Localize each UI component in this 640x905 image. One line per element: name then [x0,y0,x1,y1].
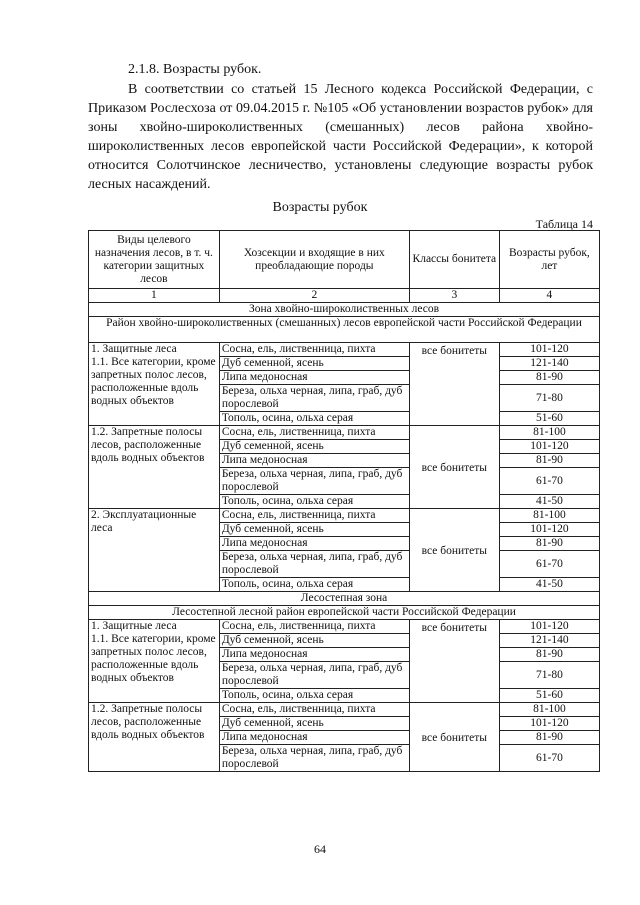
age-cell: 101-120 [499,620,599,634]
species-cell: Тополь, осина, ольха серая [219,412,409,426]
age-cell: 61-70 [499,745,599,772]
species-cell: Сосна, ель, лиственница, пихта [219,343,409,357]
species-cell: Тополь, осина, ольха серая [219,689,409,703]
age-cell: 81-90 [499,648,599,662]
header-num-row [89,289,600,303]
bonitet-cell: все бонитеты [409,426,499,509]
category-cell: 1. Защитные леса 1.1. Все категории, кроме запретных полос лесов, расположенные вдоль водных объектов [89,343,220,426]
species-cell: Сосна, ель, лиственница, пихта [219,703,409,717]
table-row [89,426,600,440]
age-cell: 101-120 [499,440,599,454]
region-heading-row [89,606,600,620]
zone-heading-row [89,303,600,317]
age-cell: 101-120 [499,717,599,731]
age-cell: 51-60 [499,689,599,703]
table-row [89,620,600,634]
category-cell: 1.2. Запретные полосы лесов, расположенные вдоль водных объектов [89,703,220,772]
species-cell: Липа медоносная [219,537,409,551]
species-cell: Береза, ольха черная, липа, граб, дуб порослевой [219,745,409,772]
species-cell: Береза, ольха черная, липа, граб, дуб порослевой [219,551,409,578]
header-row [89,231,600,289]
header-num: 2 [219,289,409,303]
age-cell: 81-90 [499,537,599,551]
zone-heading: Зона хвойно-широколиственных лесов [89,303,600,317]
age-cell: 51-60 [499,412,599,426]
age-cell: 61-70 [499,551,599,578]
header-num: 4 [499,289,599,303]
age-cell: 71-80 [499,662,599,689]
header-cell: Виды целевого назначения лесов, в т. ч. категории защитных лесов [89,231,220,289]
species-cell: Тополь, осина, ольха серая [219,495,409,509]
species-cell: Тополь, осина, ольха серая [219,578,409,592]
age-cell: 81-100 [499,509,599,523]
species-cell: Дуб семенной, ясень [219,440,409,454]
species-cell: Дуб семенной, ясень [219,357,409,371]
species-cell: Липа медоносная [219,731,409,745]
zone-heading: Лесостепная зона [89,592,600,606]
table-title: Возрасты рубок [272,200,368,215]
header-cell: Хозсекции и входящие в них преобладающие породы [219,231,409,289]
species-cell: Сосна, ель, лиственница, пихта [219,620,409,634]
age-cell: 61-70 [499,468,599,495]
intro-text: В соответствии со статьей 15 Лесного кодекса Российской Федерации, с Приказом Рослесхоза от 09.04.2015 г. №105 «Об установлении возрастов рубок» для зоны хвойно-широколиственных (смешанных) лесов района хвойно-широколиственных лесов европейской части Российской Федерации», к которой относится Солотчинское лесничество, установлены следующие возрасты рубок лесных насаждений. [88,82,593,192]
header-cell: Возрасты рубок, лет [499,231,599,289]
species-cell: Дуб семенной, ясень [219,523,409,537]
age-cell: 101-120 [499,523,599,537]
category-cell: 1.2. Запретные полосы лесов, расположенные вдоль водных объектов [89,426,220,509]
region-heading: Лесостепной лесной район европейской части Российской Федерации [89,606,600,620]
age-cell: 121-140 [499,634,599,648]
species-cell: Липа медоносная [219,648,409,662]
header-num: 3 [409,289,499,303]
age-cell: 101-120 [499,343,599,357]
table-row [89,509,600,523]
species-cell: Сосна, ель, лиственница, пихта [219,509,409,523]
bonitet-cell: все бонитеты [409,703,499,772]
age-cell: 81-90 [499,731,599,745]
page-number: 64 [314,842,326,856]
category-cell: 2. Эксплуатационные леса [89,509,220,592]
header-num: 1 [89,289,220,303]
species-cell: Береза, ольха черная, липа, граб, дуб порослевой [219,468,409,495]
bonitet-cell: все бонитеты [409,343,499,426]
region-heading-row [89,317,600,343]
age-cell: 81-90 [499,454,599,468]
species-cell: Липа медоносная [219,454,409,468]
intro-paragraph [88,80,593,194]
species-cell: Береза, ольха черная, липа, граб, дуб порослевой [219,385,409,412]
bonitet-cell: все бонитеты [409,620,499,703]
species-cell: Дуб семенной, ясень [219,634,409,648]
species-cell: Липа медоносная [219,371,409,385]
region-heading: Район хвойно-широколиственных (смешанных) лесов европейской части Российской Федерации [89,317,600,343]
age-cell: 81-100 [499,703,599,717]
age-cell: 71-80 [499,385,599,412]
species-cell: Сосна, ель, лиственница, пихта [219,426,409,440]
age-cell: 81-90 [499,371,599,385]
age-cell: 41-50 [499,578,599,592]
species-cell: Береза, ольха черная, липа, граб, дуб порослевой [219,662,409,689]
age-cell: 41-50 [499,495,599,509]
zone-heading-row [89,592,600,606]
header-cell: Классы бонитета [409,231,499,289]
table-row [89,703,600,717]
section-title: 2.1.8. Возрасты рубок. [128,62,262,77]
category-cell: 1. Защитные леса 1.1. Все категории, кроме запретных полос лесов, расположенные вдоль водных объектов [89,620,220,703]
age-cell: 121-140 [499,357,599,371]
species-cell: Дуб семенной, ясень [219,717,409,731]
bonitet-cell: все бонитеты [409,509,499,592]
table-number: Таблица 14 [535,217,593,231]
age-cell: 81-100 [499,426,599,440]
ages-table [88,230,600,772]
table-row [89,343,600,357]
